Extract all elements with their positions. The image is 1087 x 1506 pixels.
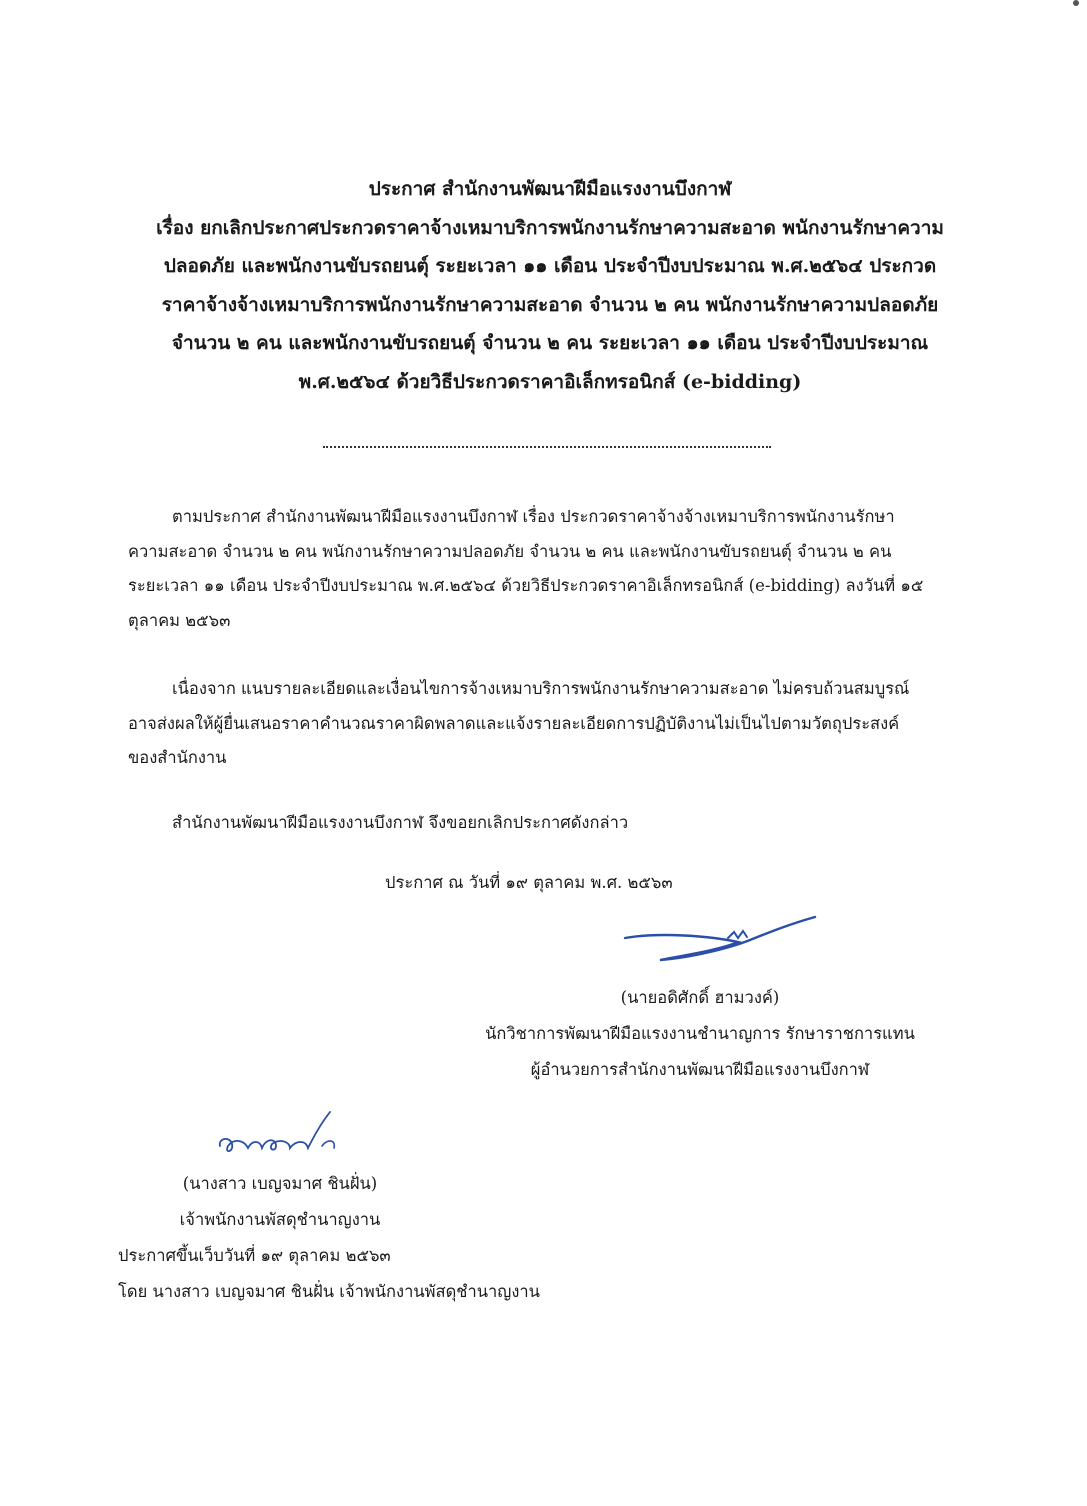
posted-date: ประกาศขึ้นเว็บวันที่ ๑๙ ตุลาคม ๒๕๖๓ <box>118 1246 391 1265</box>
director-signature <box>620 912 820 972</box>
title-line: เรื่อง ยกเลิกประกาศประกวดราคาจ้างเหมาบริการพนักงานรักษาความสะอาด พนักงานรักษาความ <box>156 216 944 239</box>
scan-speck <box>1073 0 1079 6</box>
title-line: ราคาจ้างจ้างเหมาบริการพนักงานรักษาความสะอาด จำนวน ๒ คน พนักงานรักษาความปลอดภัย <box>161 293 939 316</box>
paragraph-line: ระยะเวลา ๑๑ เดือน ประจำปีงบประมาณ พ.ศ.๒๕๖๔ ด้วยวิธีประกวดราคาอิเล็กทรอนิกส์ (e-bidding) ลงวันที่ ๑๕ <box>128 576 924 595</box>
announcement-title <box>120 170 980 401</box>
paragraph-line: ตามประกาศ สำนักงานพัฒนาฝีมือแรงงานบึงกาฬ เรื่อง ประกวดราคาจ้างจ้างเหมาบริการพนักงานรักษา <box>172 507 895 526</box>
announcement-date: ประกาศ ณ วันที่ ๑๙ ตุลาคม พ.ศ. ๒๕๖๓ <box>385 873 673 892</box>
paragraph-line: สำนักงานพัฒนาฝีมือแรงงานบึงกาฬ จึงขอยกเลิกประกาศดังกล่าว <box>172 813 629 832</box>
paragraph-line: ความสะอาด จำนวน ๒ คน พนักงานรักษาความปลอดภัย จำนวน ๒ คน และพนักงานขับรถยนต์ุ จำนวน ๒ คน <box>128 541 892 561</box>
signatory-position: นักวิชาการพัฒนาฝีมือแรงงานชำนาญการ รักษาราชการแทน <box>485 1024 915 1043</box>
title-line: พ.ศ.๒๕๖๔ ด้วยวิธีประกวดราคาอิเล็กทรอนิกส์ (e-bidding) <box>298 370 802 393</box>
paragraph-cancellation <box>128 806 958 841</box>
title-line: จำนวน ๒ คน และพนักงานขับรถยนต์ุ จำนวน ๒ คน ระยะเวลา ๑๑ เดือน ประจำปีงบประมาณ <box>171 332 929 354</box>
dotted-separator <box>323 446 771 448</box>
paragraph-reason <box>128 672 958 776</box>
paragraph-reference <box>128 500 958 638</box>
signatory-name: (นายอดิศักดิ์ ฮามวงค์) <box>620 988 780 1007</box>
paragraph-line: เนื่องจาก แนบรายละเอียดและเงื่อนไขการจ้างเหมาบริการพนักงานรักษาความสะอาด ไม่ครบถ้วนสมบูรณ์ <box>172 679 910 698</box>
officer-position: เจ้าพนักงานพัสดุชำนาญงาน <box>179 1210 381 1229</box>
officer-signature-block <box>150 1166 410 1238</box>
signatory-position: ผู้อำนวยการสำนักงานพัฒนาฝีมือแรงงานบึงกาฬ <box>530 1060 870 1079</box>
paragraph-line: ของสำนักงาน <box>128 748 227 767</box>
paragraph-line: ตุลาคม ๒๕๖๓ <box>128 610 231 630</box>
officer-name: (นางสาว เบญจมาศ ชินฝั่น) <box>182 1174 378 1193</box>
title-line: ปลอดภัย และพนักงานขับรถยนต์ุ ระยะเวลา ๑๑ เดือน ประจำปีงบประมาณ พ.ศ.๒๕๖๔ ประกวด <box>163 255 937 277</box>
paragraph-line: อาจส่งผลให้ผู้ยื่นเสนอราคาคำนวณราคาผิดพลาดและแจ้งรายละเอียดการปฏิบัติงานไม่เป็นไปตามวัตถุประสงค์ <box>128 713 900 733</box>
posting-footer <box>118 1238 540 1310</box>
director-signature-block <box>470 980 930 1088</box>
officer-signature <box>210 1108 360 1158</box>
posted-by: โดย นางสาว เบญจมาศ ชินฝั่น เจ้าพนักงานพัสดุชำนาญงาน <box>118 1282 540 1301</box>
title-line: ประกาศ สำนักงานพัฒนาฝีมือแรงงานบึงกาฬ <box>368 178 732 200</box>
